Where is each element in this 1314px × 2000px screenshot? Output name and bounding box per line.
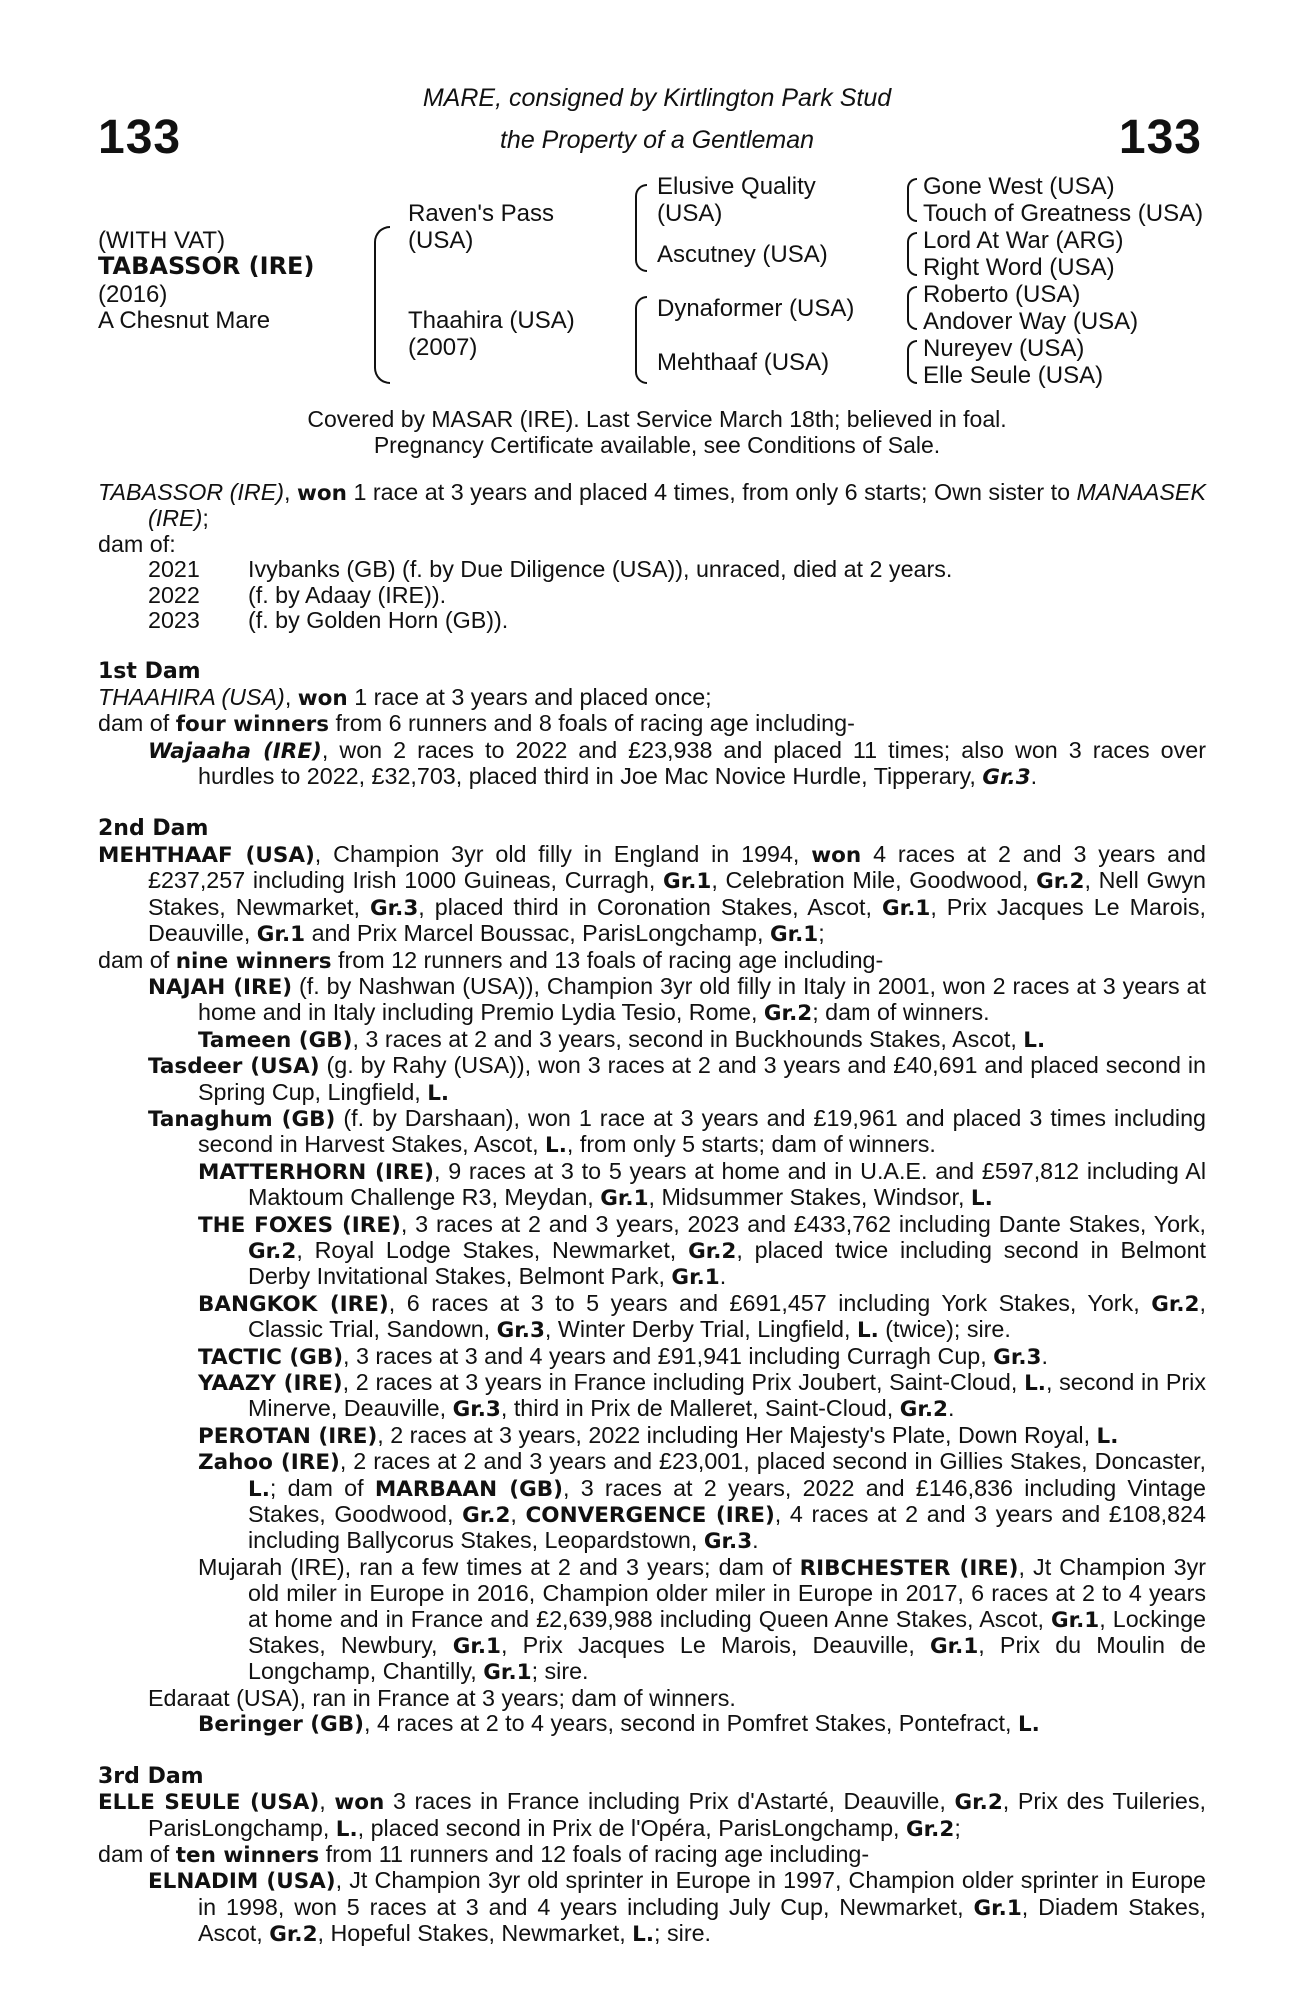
sire-sire-1: Elusive Quality — [657, 173, 816, 200]
the-foxes-entry: THE FOXES (IRE), 3 races at 2 and 3 years, 2023 and £433,762 including Dante Stakes, York, Gr.2, Royal Lodge Stakes, Newmarket, Gr.2, placed twice including second in Belmont Derby Invitational Stakes, Belmont Park, Gr.1. — [198, 1210, 1207, 1291]
sire-name-1: Raven's Pass — [408, 200, 554, 227]
property-line: the Property of a Gentleman — [499, 126, 815, 154]
first-dam-record: THAAHIRA (USA), won 1 race at 3 years and placed once; — [98, 683, 712, 711]
third-dam-produce: dam of ten winners from 11 runners and 12 foals of racing age including- — [98, 1840, 870, 1868]
yaazy-entry: YAAZY (IRE), 2 races at 3 years in France including Prix Joubert, Saint-Cloud, L., second in Prix Minerve, Deauville, Gr.3, third in Prix de Malleret, Saint-Cloud, Gr.2. — [198, 1369, 1206, 1423]
produce-entry: (f. by Golden Horn (GB)). — [248, 607, 509, 634]
sire-dam: Ascutney (USA) — [657, 241, 828, 268]
ancestor-elle-seule: Elle Seule (USA) — [923, 362, 1104, 389]
brace-g2 — [907, 232, 917, 276]
sire-name-2: (USA) — [408, 227, 474, 254]
mehthaaf-entry: MEHTHAAF (USA), Champion 3yr old filly in England in 1994, won 4 races at 2 and 3 years and £237,257 including Irish 1000 Guineas, Curragh, Gr.1, Celebration Mile, Goodwood, Gr.2, Nell Gwyn Stakes, Newmarket, Gr.3, placed third in Coronation Stakes, Ascot, Gr.1, Prix Jacques Le Marois, Deauville, Gr.1 and Prix Marcel Boussac, ParisLongchamp, Gr.1; — [98, 840, 1206, 948]
horse-name: TABASSOR (IRE) — [98, 252, 315, 280]
wajaaha-entry: Wajaaha (IRE), won 2 races to 2022 and £23,938 and placed 11 times; also won 3 races over hurdles to 2022, £32,703, placed third in Joe Mac Novice Hurdle, Tipperary, Gr.3. — [148, 736, 1206, 791]
ancestor-roberto: Roberto (USA) — [923, 281, 1081, 308]
perotan-entry: PEROTAN (IRE), 2 races at 3 years, 2022 including Her Majesty's Plate, Down Royal, L. — [198, 1421, 1119, 1449]
ancestor-gone-west: Gone West (USA) — [923, 173, 1115, 200]
produce-entry: Ivybanks (GB) (f. by Due Diligence (USA)), unraced, died at 2 years. — [248, 556, 953, 583]
foaling-year: (2016) — [98, 281, 168, 308]
lot-number-right: 133 — [1118, 111, 1202, 164]
produce-entry: (f. by Adaay (IRE)). — [248, 581, 447, 608]
vat-label: (WITH VAT) — [98, 227, 226, 254]
third-dam-heading: 3rd Dam — [98, 1763, 204, 1789]
elnadim-entry: ELNADIM (USA), Jt Champion 3yr old sprinter in Europe in 1997, Champion older sprinter in Europe in 1998, won 5 races at 3 and 4 years including July Cup, Newmarket, Gr.1, Diadem Stakes, Ascot, Gr.2, Hopeful Stakes, Newmarket, L.; sire. — [148, 1867, 1206, 1948]
zahoo-entry: Zahoo (IRE), 2 races at 2 and 3 years and £23,001, placed second in Gillies Stakes, Doncaster, L.; dam of MARBAAN (GB), 3 races at 2 years, 2022 and £146,836 including Vintage Stakes, Goodwood, Gr.2, CONVERGENCE (IRE), 4 races at 2 and 3 years and £108,824 including Ballycorus Stakes, Leopardstown, Gr.3. — [198, 1448, 1207, 1555]
najah-entry: NAJAH (IRE) (f. by Nashwan (USA)), Champion 3yr old filly in Italy in 2001, won 2 races at 3 years at home and in Italy including Premio Lydia Tesio, Rome, Gr.2; dam of winners. — [148, 972, 1206, 1027]
beringer-entry: Beringer (GB), 4 races at 2 to 4 years, second in Pomfret Stakes, Pontefract, L. — [198, 1710, 1040, 1738]
mujarah-entry: Mujarah (IRE), ran a few times at 2 and 3 years; dam of RIBCHESTER (IRE), Jt Champion 3yr old miler in Europe in 2016, Champion older miler in Europe in 2017, 6 races at 2 to 4 years at home and in France and £2,639,988 including Queen Anne Stakes, Ascot, Gr.1, Lockinge Stakes, Newbury, Gr.1, Prix Jacques Le Marois, Deauville, Gr.1, Prix du Moulin de Longchamp, Chantilly, Gr.1; sire. — [198, 1553, 1207, 1686]
tameen-entry: Tameen (GB), 3 races at 2 and 3 years, second in Buckhounds Stakes, Ascot, L. — [198, 1025, 1046, 1053]
produce-year: 2021 — [148, 556, 200, 583]
brace-sire-dam — [374, 226, 390, 384]
horse-description: A Chesnut Mare — [98, 307, 271, 334]
first-dam-heading: 1st Dam — [98, 659, 201, 685]
ancestor-andover-way: Andover Way (USA) — [923, 308, 1139, 335]
consignor-line: MARE, consigned by Kirtlington Park Stud — [422, 84, 892, 112]
ancestor-nureyev: Nureyev (USA) — [923, 335, 1085, 362]
dam-dam: Mehthaaf (USA) — [657, 349, 830, 376]
horse-summary: TABASSOR (IRE), won 1 race at 3 years and placed 4 times, from only 6 starts; Own sister to MANAASEK (IRE); — [98, 479, 1207, 532]
covered-line: Covered by MASAR (IRE). Last Service March 18th; believed in foal. — [307, 406, 1007, 432]
brace-g4 — [907, 340, 917, 384]
tactic-entry: TACTIC (GB), 3 races at 3 and 4 years and £91,941 including Curragh Cup, Gr.3. — [198, 1342, 1048, 1370]
sire-sire-2: (USA) — [657, 200, 723, 227]
dam-name-1: Thaahira (USA) — [408, 307, 575, 334]
edaraat-entry: Edaraat (USA), ran in France at 3 years; dam of winners. — [148, 1684, 736, 1711]
second-dam-heading: 2nd Dam — [98, 816, 209, 842]
brace-dam-parents — [635, 296, 647, 384]
produce-year: 2022 — [148, 581, 200, 608]
elle-seule-entry: ELLE SEULE (USA), won 3 races in France including Prix d'Astarté, Deauville, Gr.2, Prix des Tuileries, ParisLongchamp, L., placed second in Prix de l'Opéra, ParisLongchamp, Gr.2; — [98, 1788, 1206, 1842]
dam-sire: Dynaformer (USA) — [657, 295, 855, 322]
produce-year: 2023 — [148, 607, 200, 634]
brace-sire-parents — [635, 184, 647, 272]
matterhorn-entry: MATTERHORN (IRE), 9 races at 3 to 5 years at home and in U.A.E. and £597,812 including Al Maktoum Challenge R3, Meydan, Gr.1, Midsummer Stakes, Windsor, L. — [198, 1157, 1206, 1212]
produce-record — [148, 557, 1206, 633]
bangkok-entry: BANGKOK (IRE), 6 races at 3 to 5 years and £691,457 including York Stakes, York, Gr.2, Classic Trial, Sandown, Gr.3, Winter Derby Trial, Lingfield, L. (twice); sire. — [198, 1289, 1206, 1344]
pregnancy-line: Pregnancy Certificate available, see Conditions of Sale. — [373, 432, 941, 458]
ancestor-touch-of-greatness: Touch of Greatness (USA) — [923, 200, 1204, 227]
tasdeer-entry: Tasdeer (USA) (g. by Rahy (USA)), won 3 races at 2 and 3 years and £40,691 and placed second in Spring Cup, Lingfield, L. — [148, 1052, 1206, 1106]
brace-g1 — [907, 178, 917, 222]
lot-number-left: 133 — [98, 111, 182, 164]
tanaghum-entry: Tanaghum (GB) (f. by Darshaan), won 1 race at 3 years and £19,961 and placed 3 times including second in Harvest Stakes, Ascot, L., from only 5 starts; dam of winners. — [148, 1104, 1206, 1159]
dam-name-2: (2007) — [408, 334, 478, 361]
ancestor-lord-at-war: Lord At War (ARG) — [923, 227, 1124, 254]
dam-of-label: dam of: — [98, 530, 176, 557]
catalogue-body — [98, 480, 1206, 1948]
first-dam-produce: dam of four winners from 6 runners and 8 foals of racing age including- — [98, 710, 855, 738]
brace-g3 — [907, 286, 917, 330]
ancestor-right-word: Right Word (USA) — [923, 254, 1115, 281]
second-dam-produce: dam of nine winners from 12 runners and 13 foals of racing age including- — [98, 946, 884, 974]
